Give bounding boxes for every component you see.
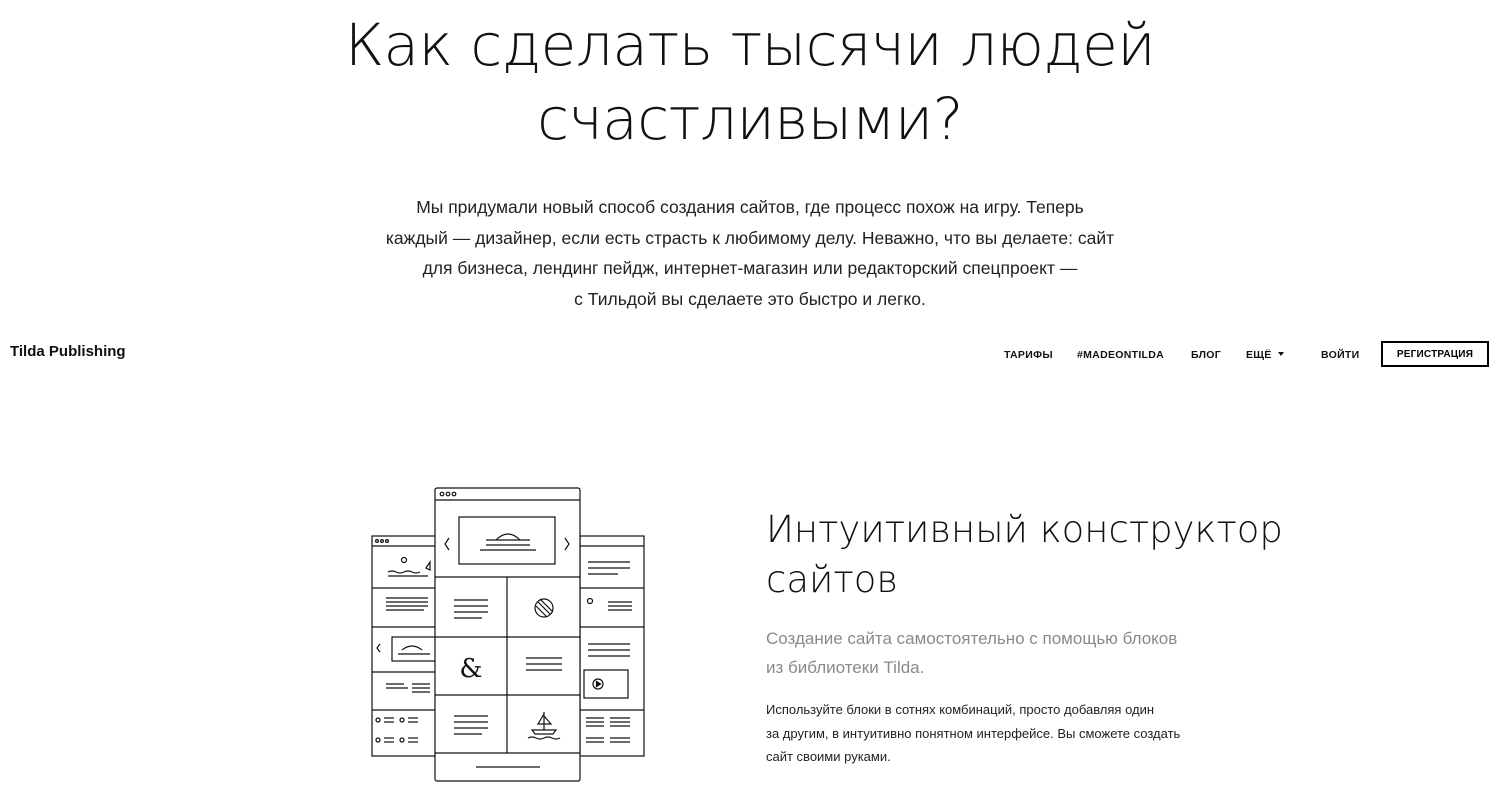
hero-text-line: Мы придумали новый способ создания сайтов, где процесс похож на игру. Теперь: [416, 197, 1084, 217]
caret-down-icon: [1277, 351, 1285, 357]
svg-text:&: &: [459, 654, 483, 684]
nav-link-blog[interactable]: БЛОГ: [1191, 349, 1221, 361]
hero-title-line: счастливыми?: [537, 85, 963, 153]
hero-text-line: с Тильдой вы сделаете это быстро и легко.: [574, 288, 926, 309]
nav-more-label: ЕЩЁ: [1246, 349, 1272, 361]
feature-title-line: сайтов: [766, 558, 899, 601]
feature-body-line: Используйте блоки в сотнях комбинаций, просто добавляя один: [766, 702, 1155, 717]
feature-lead: [766, 624, 1177, 682]
hero-description: [350, 192, 1150, 314]
feature-body-line: сайт своими руками.: [766, 749, 891, 764]
nav-link-login[interactable]: ВОЙТИ: [1321, 349, 1360, 361]
feature-body-line: за другим, в интуитивно понятном интерфейсе. Вы сможете создать: [766, 725, 1181, 741]
hero-text-line: каждый — дизайнер, если есть страсть к любимому делу. Неважно, что вы делаете: сайт: [385, 227, 1115, 248]
register-button[interactable]: РЕГИСТРАЦИЯ: [1381, 341, 1489, 367]
nav-link-tarify[interactable]: ТАРИФЫ: [1004, 349, 1053, 361]
hero-text-line: для бизнеса, лендинг пейдж, интернет-магазин или редакторский спецпроект —: [422, 258, 1078, 278]
brand-logo-link[interactable]: Tilda Publishing: [10, 343, 126, 360]
hero-title-line: Как сделать тысячи людей: [344, 11, 1156, 79]
feature-lead-line: из библиотеки Tilda.: [766, 658, 925, 677]
illustration: [368, 484, 658, 789]
feature-body: [766, 698, 1180, 769]
hero-title: [0, 8, 1500, 156]
feature-lead-line: Создание сайта самостоятельно с помощью блоков: [766, 629, 1178, 648]
website-blocks-wireframe-icon: [368, 484, 658, 784]
nav-more-dropdown[interactable]: [1246, 349, 1285, 361]
nav-link-madeontilda[interactable]: #MADEONTILDA: [1077, 349, 1165, 361]
feature-title-line: Интуитивный конструктор: [766, 508, 1283, 551]
feature-title: [766, 505, 1283, 605]
